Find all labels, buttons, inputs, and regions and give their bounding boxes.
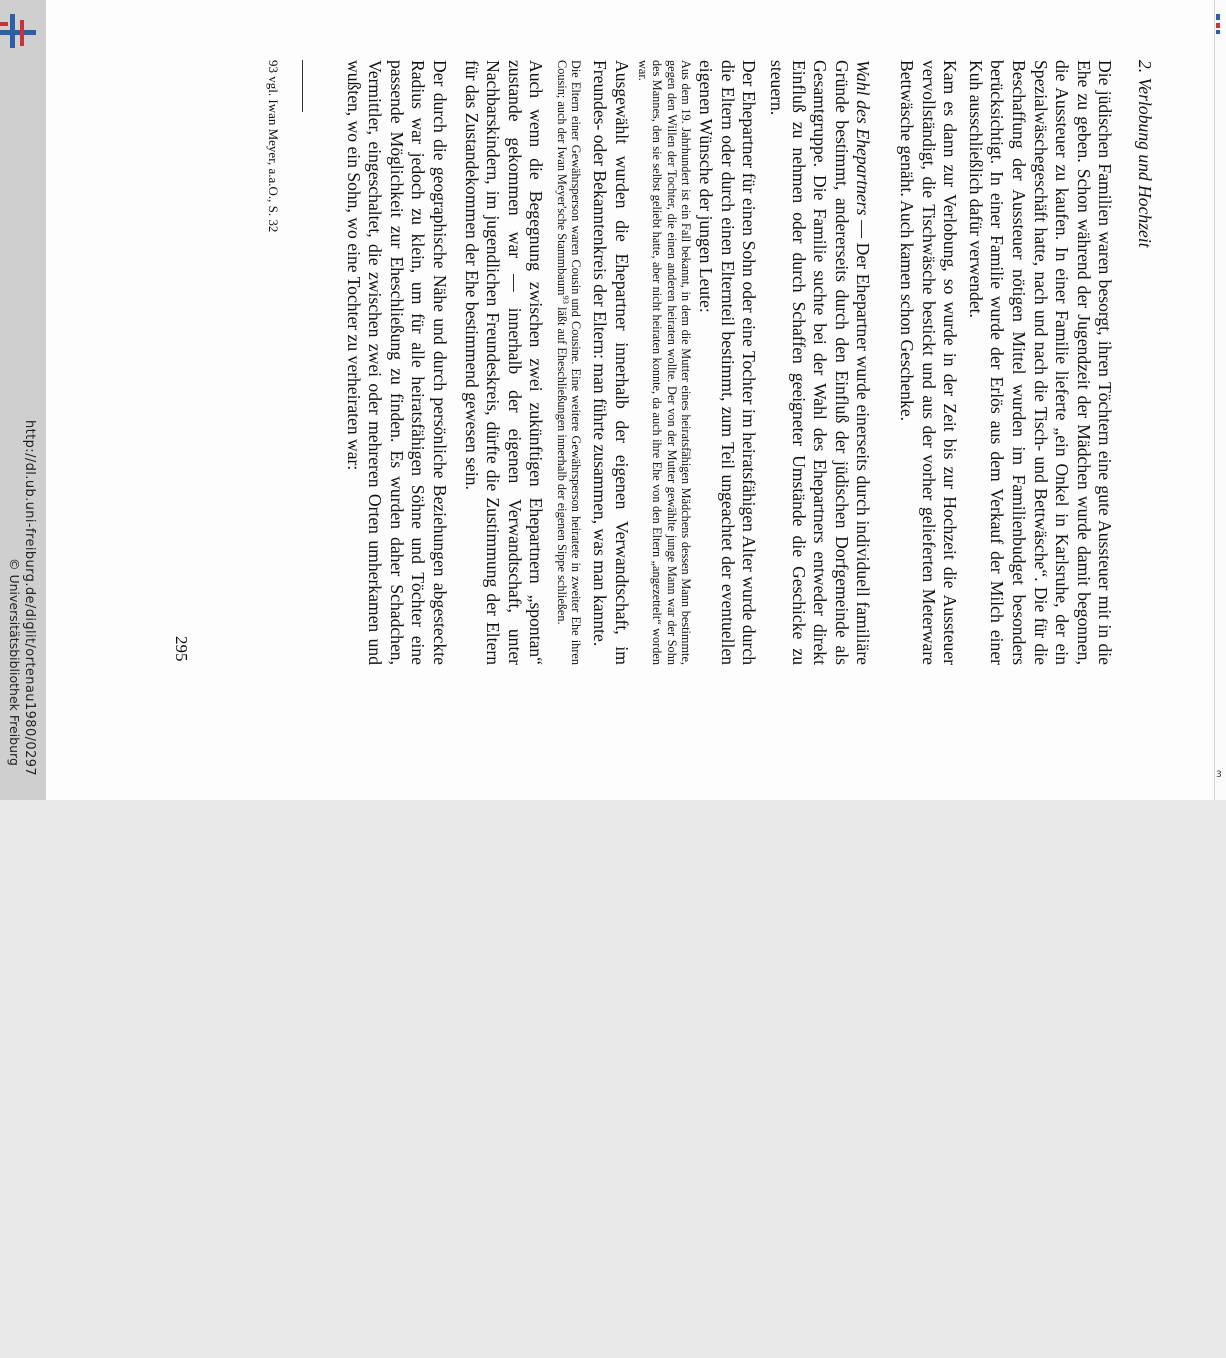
page-content-rotated [46, 0, 1215, 800]
paragraph: Ausgewählt wurden die Ehepartner innerhalb der eigenen Verwandtschaft, im Freundes- oder Bekanntenkreis der Eltern: man führte zusammen, was man kannte. [590, 60, 632, 665]
source-url-text: http://dl.ub.uni-freiburg.de/diglit/ortenau1980/0297 [22, 420, 37, 777]
copyright-text: © Universitätsbibliothek Freiburg [7, 558, 22, 766]
paragraph: Auch wenn die Begegnung zwischen zwei zukünftigen Ehepartnern „spontan“ zustande gekommen war — innerhalb der eigenen Verwandtschaft, unter Nachbarskindern, im jugendlichen Freundeskreis, dürfte die Zustimmung der Eltern für das Zustandekommen der Ehe bestimmend gewesen sein. [461, 60, 547, 665]
paragraph: Die jüdischen Familien waren besorgt, ihren Töchtern eine gute Aussteuer mit in die Ehe zu geben. Schon während der Jugendzeit der Mädchen wurde damit begonnen, die Aussteuer zu kaufen. In einer Familie lieferte „ein Onkel in Karlsruhe, der ein Spezialwäschegeschäft hatte, nach und nach die Tisch- und Bettwäsche“. Die für die Beschaffung der Aussteuer nötigen Mittel wurden im Familienbudget besonders berücksichtigt. In einer Familie wurde der Erlös aus dem Verkauf der Milch einer Kuh ausschließlich dafür verwendet. [965, 60, 1116, 665]
paragraph: Der durch die geographische Nähe und durch persönliche Beziehungen abgesteckte Radius war jedoch zu klein, um für alle heiratsfähigen Söhne und Töchter eine passende Möglichkeit zur Eheschließung zu finden. Es wurden daher Schadchen, Vermittler, eingeschaltet, die zwischen zwei oder mehreren Orten umherkamen und wußten, wo ein Sohn, wo eine Tochter zu verheiraten war: [343, 60, 450, 665]
copyright-vertical [4, 0, 20, 800]
small-print-paragraph [554, 60, 582, 665]
url-vertical [20, 0, 36, 800]
text-column [342, 60, 1155, 665]
paragraph: Kam es dann zur Verlobung, so wurde in der Zeit bis zur Hochzeit die Aussteuer vervollständigt, die Tischwäsche bestickt und aus der vorher gelieferten Meterware Bettwäsche genäht. Auch kamen schon Geschenke. [897, 60, 961, 665]
footnote-rule [302, 60, 303, 112]
footnote-marker: 93 [560, 295, 571, 304]
small-text: läßt auf Eheschließungen innerhalb der eigenen Sippe schließen. [554, 303, 569, 625]
page-number: 295 [172, 636, 191, 662]
section-heading: 2. Verlobung und Hochzeit [1135, 60, 1155, 248]
footnote: 93 vgl. Iwan Meyer, a.a.O., S. 32 [266, 60, 281, 233]
small-print-paragraph: Aus dem 19. Jahrhundert ist ein Fall bekannt, in dem die Mutter eines heiratsfähigen Mädchens dessen Mann bestimmte, gegen den Willen der Tochter, die einen anderen heiraten wollte. Der von der Mutter gewählte junge Mann war der Sohn des Mannes, den sie selbst geliebt hatte, aber nicht heiraten konnte, da auch ihre Ehe von den Eltern „angezettelt“ worden war. [636, 60, 693, 665]
paragraph: Der Ehepartner für einen Sohn oder eine Tochter im heiratsfähigen Alter wurde durch die Eltern oder durch einen Elternteil bestimmt, zum Teil ungeachtet der eventuellen eigenen Wünsche der jungen Leute: [696, 60, 760, 665]
right-edge-strip [1215, 0, 1226, 800]
scanned-page [46, 0, 1215, 800]
scale-mark-icon [1216, 14, 1220, 34]
paragraph-rest: — Der Ehepartner wurde einerseits durch individuell familiäre Gründe bestimmt, andererseits durch den Einfluß der jüdischen Dorfgemeinde als Gesamtgruppe. Die Familie suchte bei der Wahl des Ehepartners entweder direkt Einfluß zu nehmen oder durch Schaffen geeigneter Umstände die Geschicke zu steuern. [767, 60, 874, 665]
small-text: Die Eltern einer Gewährsperson waren Cousin und Cousine. Eine weitere Gewährsperson heiratete in zweiter Ehe ihren Cousin; auch der Iwan Meyer'sche Stammbaum [554, 60, 583, 665]
edge-mark: 3 [1216, 770, 1222, 780]
paragraph [766, 60, 874, 665]
italic-lead: Wahl des Ehepartners [853, 60, 874, 216]
